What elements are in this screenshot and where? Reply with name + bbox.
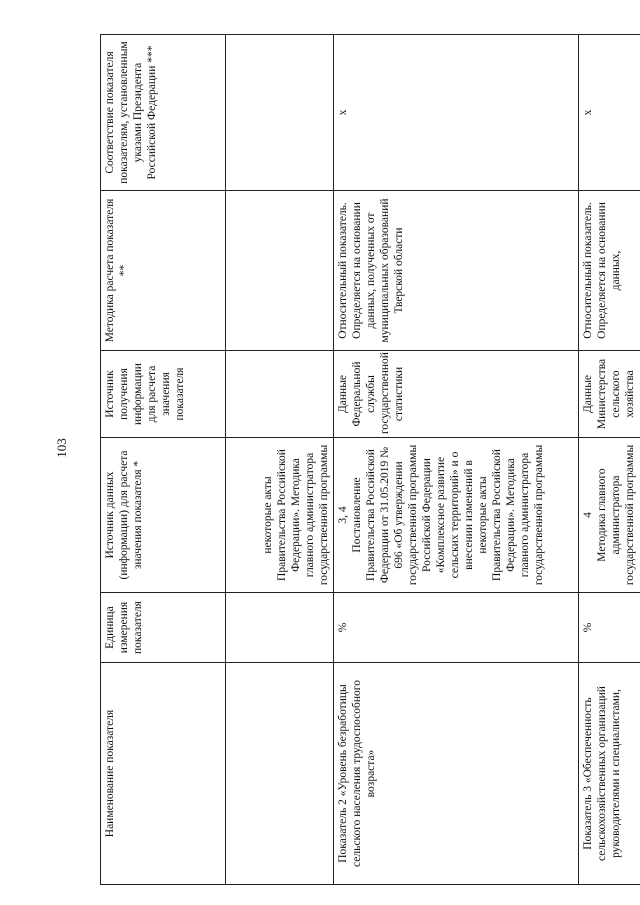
cell-correspondence: х [334,35,579,191]
page-number: 103 [54,438,69,458]
header-data-source: Источник данных (информации) для расчета значения показателя * [101,438,226,593]
cell-unit: % [579,593,640,663]
header-unit: Единица измерения показателя [101,593,226,663]
header-name: Наименование показателя [101,663,226,885]
cell-info-source: Данные Федеральной службы государственной статистики [334,351,579,438]
cell-empty [226,191,334,351]
cell-correspondence: х [579,35,640,191]
indicator-table-rotated [100,35,640,885]
cell-empty [226,593,334,663]
cell-empty [226,35,334,191]
table-row-continuation [226,35,334,885]
data-source-number: 3, 4 [337,506,349,524]
cell-method: Относительный показатель. Определяется на основании данных, полученных от муниципальных образований Тверской области [334,191,579,351]
cell-data-source [334,438,579,593]
cell-unit: % [334,593,579,663]
data-source-text: Методика главного администратора государственной программы [596,444,637,586]
header-method: Методика расчета показателя ** [101,191,226,351]
table-row-indicator-2 [334,35,579,885]
cell-empty [226,663,334,885]
data-source-number: 4 [582,512,594,518]
cell-data-source [579,438,640,593]
table-row-indicator-3 [579,35,640,885]
cell-indicator-name: Показатель 2 «Уровень безработицы сельского населения трудоспособного возраста» [334,663,579,885]
cell-indicator-name: Показатель 3 «Обеспеченность сельскохозяйственных организаций руководителями и специалистами, [579,663,640,885]
table-header-row [101,35,226,885]
cell-info-source: Данные Министерства сельского хозяйства [579,351,640,438]
header-correspondence: Соответствие показателя показателям, установленным указами Президента Российской Федерации *** [101,35,226,191]
header-info-source: Источник получения информации для расчета значения показателя [101,351,226,438]
cell-method: Относительный показатель. Определяется на основании данных, [579,191,640,351]
cell-empty [226,351,334,438]
cell-data-source-continuation: некоторые акты Правительства Российской Федерации». Методика главного администратора государственной программы [226,438,334,593]
data-source-text: Постановление Правительства Российской Федерации от 31.05.2019 № 696 «Об утверждении государственной программы Российской Федерации «Комплексное развитие сельских территорий» и о внесении изменений в некоторые акты Правительства Российской Федерации». Методика главного администратора государственной программы [351,444,546,586]
indicator-table [100,34,640,885]
